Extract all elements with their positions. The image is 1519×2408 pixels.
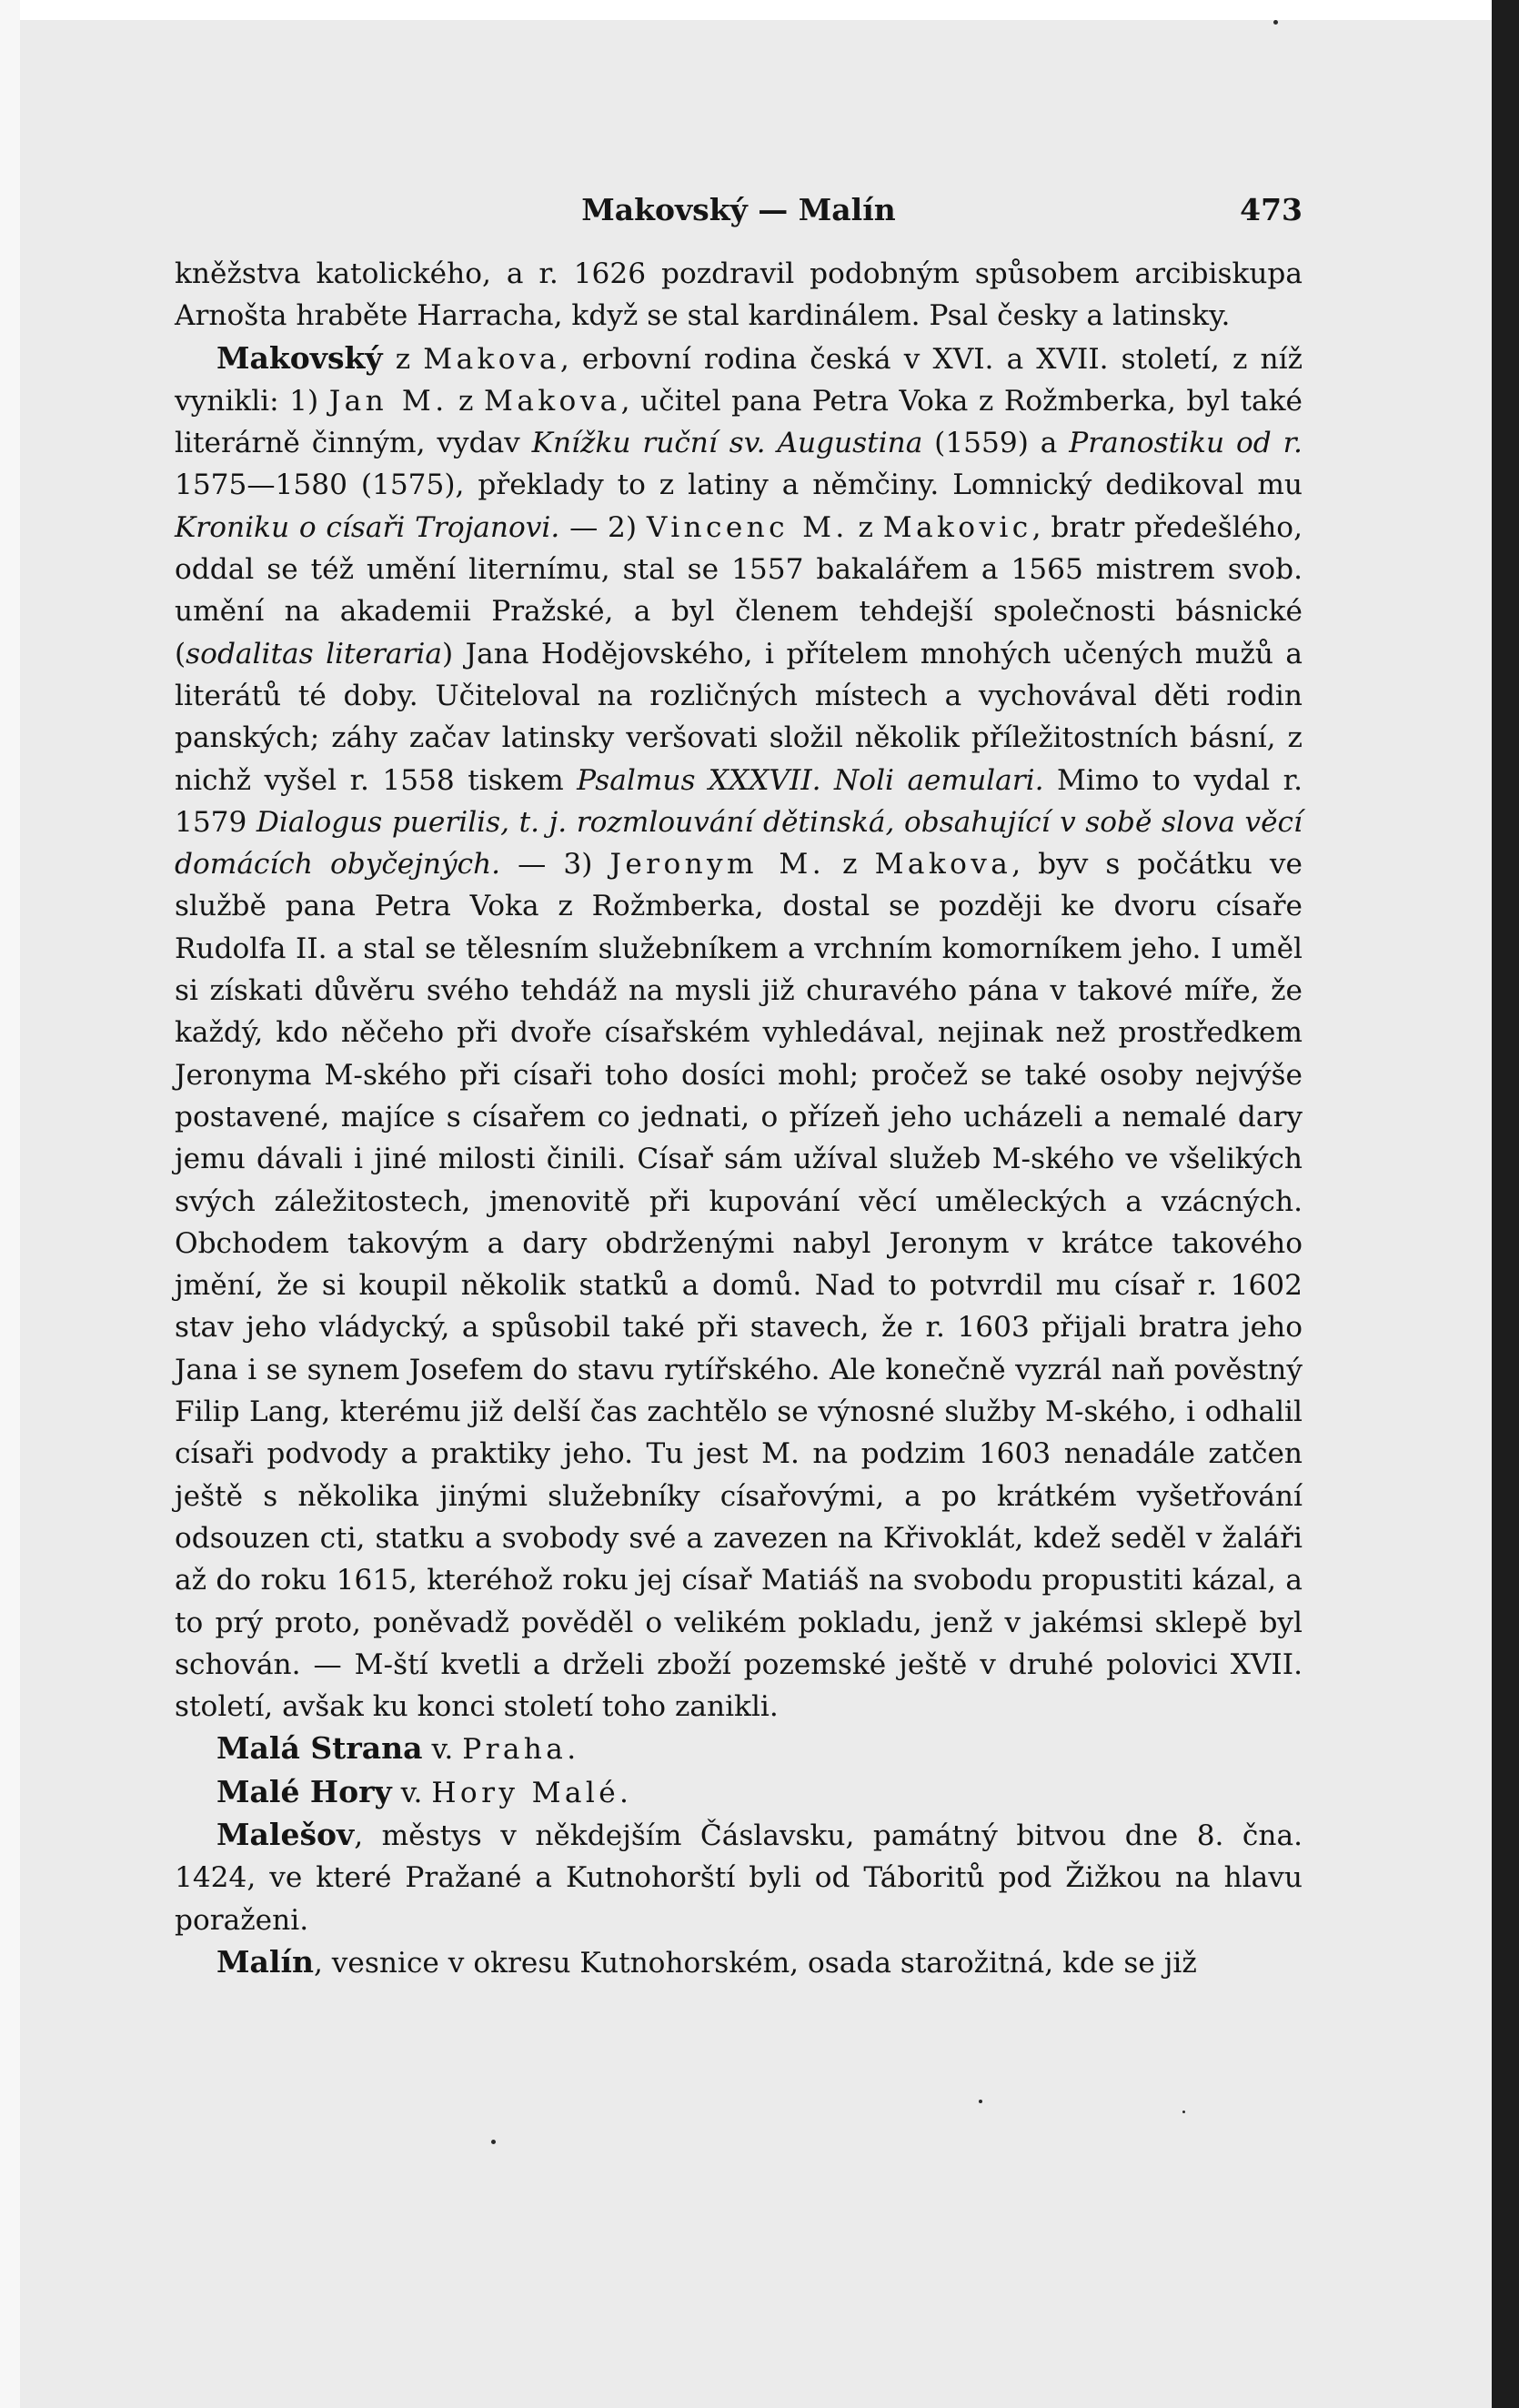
text-run: , erbovní rodina česká v XVI. a XVII. století, z níž vynikli: 1) [175,342,1303,418]
paragraph-text: kněžstva katolického, a r. 1626 pozdravil podobným spůsobem arcibiskupa Arnošta hraběte Harracha, když se stal kardinálem. Psal česky a latinsky. [175,257,1303,333]
text-run: . [619,1776,629,1809]
text-run: (1559) a [922,427,1070,460]
text-run: Mimo to vydal r. 1579 [175,763,1303,839]
scan-speck [1273,20,1278,25]
entry-headword: Malešov [216,1816,355,1852]
text-run: z [382,342,424,376]
scan-speck [979,2100,982,2103]
text-run: , vesnice v okresu Kutnohorském, osada starožitná, kde se již [313,1946,1197,1980]
text-run: . [567,1733,577,1767]
scan-speck [491,2140,496,2144]
entry-malin [175,1941,1303,1984]
spaced-text: Jan M. [328,384,448,418]
text-run: , učitel pana Petra Voka z Rožmberka, byl také literárně činným, vydav [175,384,1303,460]
spaced-text: Makovic [882,510,1032,544]
scan-right-border [1492,0,1519,2408]
text-run: 1575—1580 (1575), překlady to z latiny a němčiny. Lomnický dedikoval mu [175,469,1303,502]
text-run: z [848,510,883,544]
italic-title: Pranostiku od r. [1069,427,1303,460]
entry-headword: Malé Hory [216,1773,392,1809]
spaced-text: Hory Malé [431,1776,620,1809]
entry-mala-strana [175,1728,1303,1770]
spaced-text: Makova [484,384,621,418]
entry-malesov [175,1814,1303,1941]
text-run: v. [391,1776,432,1809]
entry-headword: Malá Strana [216,1730,423,1767]
entry-male-hory [175,1771,1303,1814]
spaced-text: Makova [874,848,1012,882]
continued-paragraph [175,253,1303,338]
page-number: 473 [1240,192,1303,227]
italic-title: Kroniku o císaři Trojanovi. [175,510,560,544]
entry-makovsky [175,338,1303,1728]
italic-title: Dialogus puerilis, t. j. rozmlouvání dětinská, obsahující v sobě slova věcí domácích obyčejných. [175,805,1303,882]
spaced-text: Makova [423,342,560,376]
page-header [175,186,1303,232]
scan-top-margin [0,0,1519,20]
text-run: , bratr předešlého, oddal se též umění liternímu, stal se 1557 bakalářem a 1565 mistrem svob. umění na akademii Pražské, a byl členem tehdejší společnosti básnické ( [175,510,1303,670]
body-text [175,253,1303,1984]
italic-title: sodalitas literaria [186,637,442,670]
italic-title: Psalmus XXXVII. Noli aemulari. [577,763,1044,797]
spaced-text: Jeronym M. [609,848,825,882]
running-head: Makovský — Malín [581,192,896,227]
text-run: z [448,384,485,418]
text-run: ) Jana Hodějovského, i přítelem mnohých učených mužů a literátů té doby. Učiteloval na rozličných místech a vychovával děti rodin panských; záhy začav latinsky veršovati složil několik příležitostních básní, z nichž vyšel r. 1558 tiskem [175,637,1303,797]
text-run: , městys v někdejším Čáslavsku, památný bitvou dne 8. čna. 1424, ve které Pražané a Kutnohorští byli od Táboritů pod Žižkou na hlavu poraženi. [175,1819,1303,1937]
italic-title: Knížku ruční sv. Augustina [531,427,923,460]
scan-left-margin [0,0,20,2408]
scan-speck [1182,2111,1185,2113]
entry-headword: Malín [216,1943,314,1980]
spaced-text: Praha [462,1733,568,1767]
text-run: z [825,848,875,882]
spaced-text: Vincenc M. [646,510,849,544]
text-run: , byv s počátku ve službě pana Petra Voka z Rožmberka, dostal se později ke dvoru císaře Rudolfa II. a stal se tělesním služebníkem a vrchním komorníkem jeho. I uměl si získati důvěru svého tehdáž na mysli již churavého pána v takové míře, že každý, kdo něčeho při dvoře císařském vyhledával, nejinak než prostředkem Jeronyma M-ského při císaři toho dosíci mohl; pročež se také osoby nejvýše postavené, majíce s císařem co jednati, o přízeň jeho ucházeli a nemalé dary jemu dávali i jiné milosti činili. Císař sám užíval služeb M-ského ve všelikých svých záležitostech, jmenovitě při kupování věcí uměleckých a vzácných. Obchodem takovým a dary obdrženými nabyl Jeronym v krátce takového jmění, že si koupil několik statků a domů. Nad to potvrdil mu císař r. 1602 stav jeho vládycký, a spůsobil také při stavech, že r. 1603 přijali bratra jeho Jana i se synem Josefem do stavu rytířského. Ale konečně vyzrál naň pověstný Filip Lang, kterému již delší čas zachtělo se výnosné služby M-ského, i odhalil císaři podvody a praktiky jeho. Tu jest M. na podzim 1603 nenadále zatčen ještě s několika jinými služebníky císařovými, a po krátkém vyšetřování odsouzen cti, statku a svobody své a zavezen na Křivoklát, kdež seděl v žaláři až do roku 1615, kteréhož roku jej císař Matiáš na svobodu propustiti kázal, a to prý proto, poněvadž pověděl o velikém pokladu, jenž v jakémsi sklepě byl schován. — M-ští kvetli a drželi zboží pozemské ještě v druhé polovici XVII. století, avšak ku konci století toho zanikli. [175,848,1303,1724]
entry-headword: Makovský [216,339,383,376]
text-run: — 2) [559,510,647,544]
text-run: — 3) [500,848,610,882]
text-run: v. [422,1733,463,1767]
